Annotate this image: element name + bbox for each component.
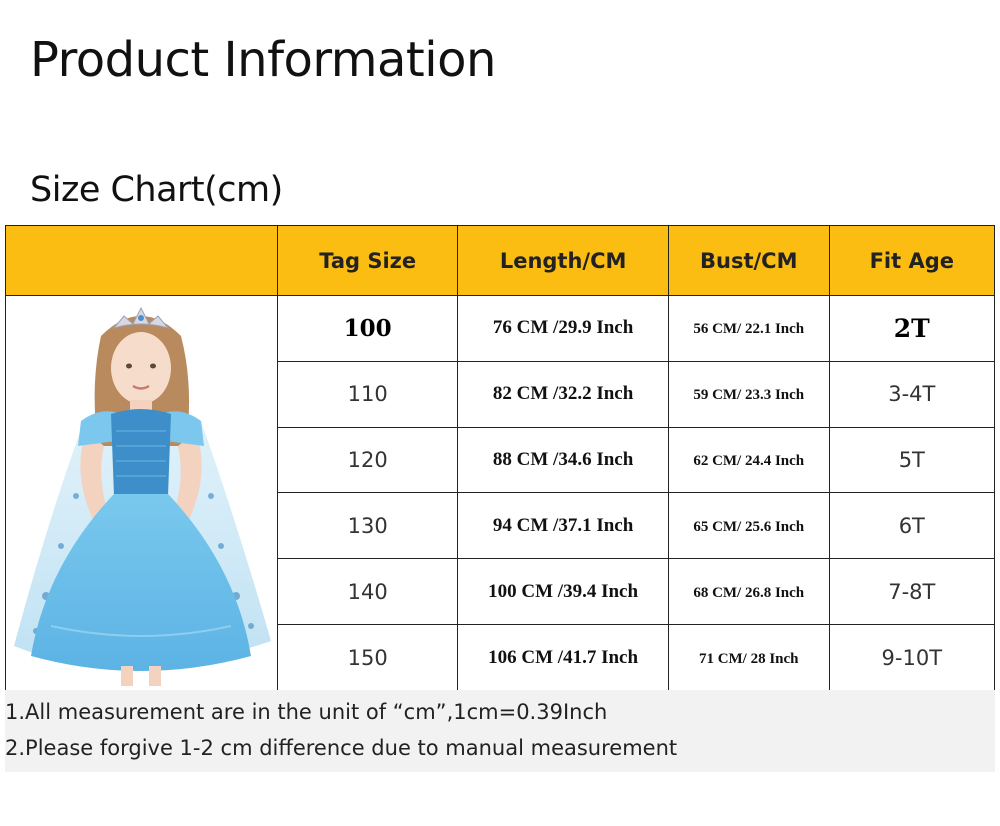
row-1-length: 76 CM /29.9 Inch (458, 296, 669, 362)
row-4-age: 6T (829, 493, 994, 559)
row-6-age: 9-10T (829, 625, 994, 691)
row-6-length: 106 CM /41.7 Inch (458, 625, 669, 691)
row-4-tag: 130 (278, 493, 458, 559)
header-tag-size: Tag Size (278, 226, 458, 296)
note-unit: 1.All measurement are in the unit of “cm”,1cm=0.39Inch (5, 700, 608, 724)
product-photo-cell (6, 296, 278, 691)
row-2-age: 3-4T (829, 361, 994, 427)
header-bust: Bust/CM (668, 226, 829, 296)
row-5-length: 100 CM /39.4 Inch (458, 559, 669, 625)
measurement-notes (5, 690, 995, 772)
row-5-age: 7-8T (829, 559, 994, 625)
header-blank-cell (6, 226, 278, 296)
row-3-age: 5T (829, 427, 994, 493)
header-fit-age: Fit Age (829, 226, 994, 296)
row-5-tag: 140 (278, 559, 458, 625)
row-3-bust: 62 CM/ 24.4 Inch (668, 427, 829, 493)
row-1-bust: 56 CM/ 22.1 Inch (668, 296, 829, 362)
row-2-bust: 59 CM/ 23.3 Inch (668, 361, 829, 427)
row-6-tag: 150 (278, 625, 458, 691)
row-2-tag: 110 (278, 361, 458, 427)
row-3-length: 88 CM /34.6 Inch (458, 427, 669, 493)
row-3-tag: 120 (278, 427, 458, 493)
row-1-age: 2T (829, 296, 994, 362)
row-1-tag: 100 (278, 296, 458, 362)
size-chart-title: Size Chart(cm) (30, 170, 283, 210)
note-difference: 2.Please forgive 1-2 cm difference due to manual measurement (5, 736, 678, 760)
row-6-bust: 71 CM/ 28 Inch (668, 625, 829, 691)
row-4-length: 94 CM /37.1 Inch (458, 493, 669, 559)
table-header-row (6, 226, 995, 296)
row-5-bust: 68 CM/ 26.8 Inch (668, 559, 829, 625)
table-row (6, 296, 995, 362)
row-4-bust: 65 CM/ 25.6 Inch (668, 493, 829, 559)
size-chart-table (5, 225, 995, 691)
page-title: Product Information (30, 32, 496, 88)
row-2-length: 82 CM /32.2 Inch (458, 361, 669, 427)
girl-dress-photo-icon (6, 296, 277, 686)
header-length: Length/CM (458, 226, 669, 296)
